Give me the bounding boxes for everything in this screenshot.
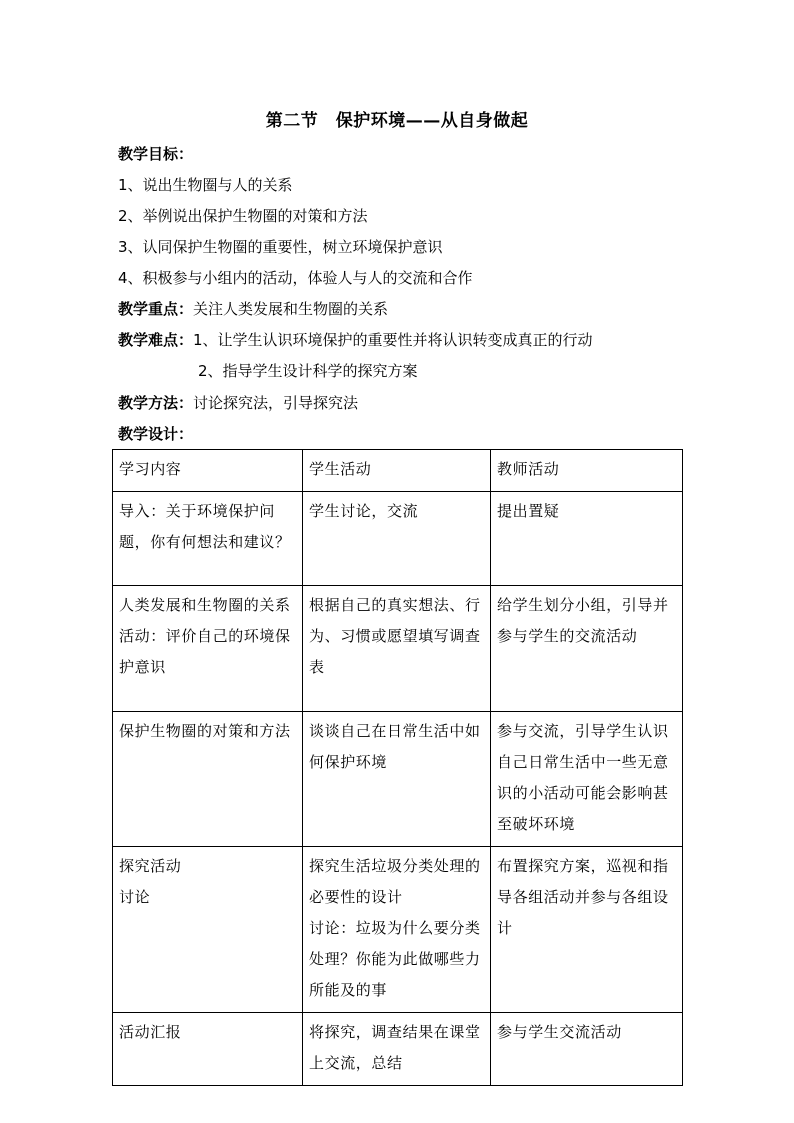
cell-text: 探究生活垃圾分类处理的必要性的设计 (309, 857, 481, 906)
difficulty-label: 教学难点： (118, 331, 194, 349)
cell-text: 探究活动 (119, 857, 182, 875)
table-row (113, 712, 683, 847)
table-cell-content (113, 586, 303, 712)
table-header: 教师活动 (491, 450, 683, 492)
method-label: 教学方法： (118, 394, 194, 412)
cell-text: 讨论：垃圾为什么要分类处理？你能为此做哪些力所能及的事 (309, 919, 481, 999)
table-cell-teacher (491, 586, 683, 712)
key-point-text: 关注人类发展和生物圈的关系 (193, 300, 389, 318)
table-row (113, 492, 683, 586)
method-line (118, 393, 358, 413)
cell-text: 讨论 (119, 888, 151, 906)
table-cell-content (113, 492, 303, 586)
method-text: 讨论探究法，引导探究法 (193, 394, 359, 412)
table-cell-content (113, 712, 303, 847)
table-cell-teacher (491, 1013, 683, 1086)
cell-text: 将探究，调查结果在课堂上交流，总结 (309, 1023, 481, 1072)
table-cell-content (113, 1013, 303, 1086)
cell-text: 给学生划分小组，引导并参与学生的交流活动 (497, 596, 669, 645)
cell-text: 学生讨论，交流 (309, 502, 419, 520)
cell-text: 人类发展和生物圈的关系 (119, 596, 291, 614)
teaching-design-table (112, 449, 683, 1086)
design-heading: 教学设计： (118, 425, 194, 443)
difficulty-item: 1、让学生认识环境保护的重要性并将认识转变成真正的行动 (193, 331, 593, 349)
objective-item: 1、说出生物圈与人的关系 (118, 176, 293, 194)
cell-text: 提出置疑 (497, 502, 560, 520)
cell-text: 参与学生交流活动 (497, 1023, 622, 1041)
cell-text: 布置探究方案，巡视和指导各组活动并参与各组设计 (497, 857, 669, 937)
table-header-row (113, 450, 683, 492)
table-cell-student (303, 586, 491, 712)
difficulty-line (118, 330, 593, 350)
page-title: 第二节 保护环境——从自身做起 (265, 111, 529, 131)
cell-text: 保护生物圈的对策和方法 (119, 722, 291, 740)
cell-text: 活动汇报 (119, 1023, 182, 1041)
cell-text: 谈谈自己在日常生活中如何保护环境 (309, 722, 481, 771)
cell-text: 活动：评价自己的环境保护意识 (119, 627, 291, 676)
cell-text: 导入：关于环境保护问题，你有何想法和建议？ (119, 502, 291, 551)
objective-item: 3、认同保护生物圈的重要性，树立环境保护意识 (118, 238, 443, 256)
table-cell-student (303, 847, 491, 1013)
table-cell-content (113, 847, 303, 1013)
table-row (113, 847, 683, 1013)
table-header: 学习内容 (113, 450, 303, 492)
objectives-heading: 教学目标： (118, 145, 194, 163)
difficulty-item: 2、指导学生设计科学的探究方案 (198, 362, 418, 380)
table-header: 学生活动 (303, 450, 491, 492)
table-row (113, 1013, 683, 1086)
table-cell-student (303, 712, 491, 847)
key-point-line (118, 299, 388, 319)
table-row (113, 586, 683, 712)
table-cell-teacher (491, 847, 683, 1013)
key-point-label: 教学重点： (118, 300, 194, 318)
objective-item: 4、积极参与小组内的活动，体验人与人的交流和合作 (118, 269, 473, 287)
table-cell-teacher (491, 712, 683, 847)
table-cell-student (303, 492, 491, 586)
table-cell-student (303, 1013, 491, 1086)
cell-text: 根据自己的真实想法、行为、习惯或愿望填写调查表 (309, 596, 481, 676)
cell-text: 参与交流，引导学生认识自己日常生活中一些无意识的小活动可能会影响甚至破坏环境 (497, 722, 669, 833)
objective-item: 2、举例说出保护生物圈的对策和方法 (118, 207, 368, 225)
table-cell-teacher (491, 492, 683, 586)
